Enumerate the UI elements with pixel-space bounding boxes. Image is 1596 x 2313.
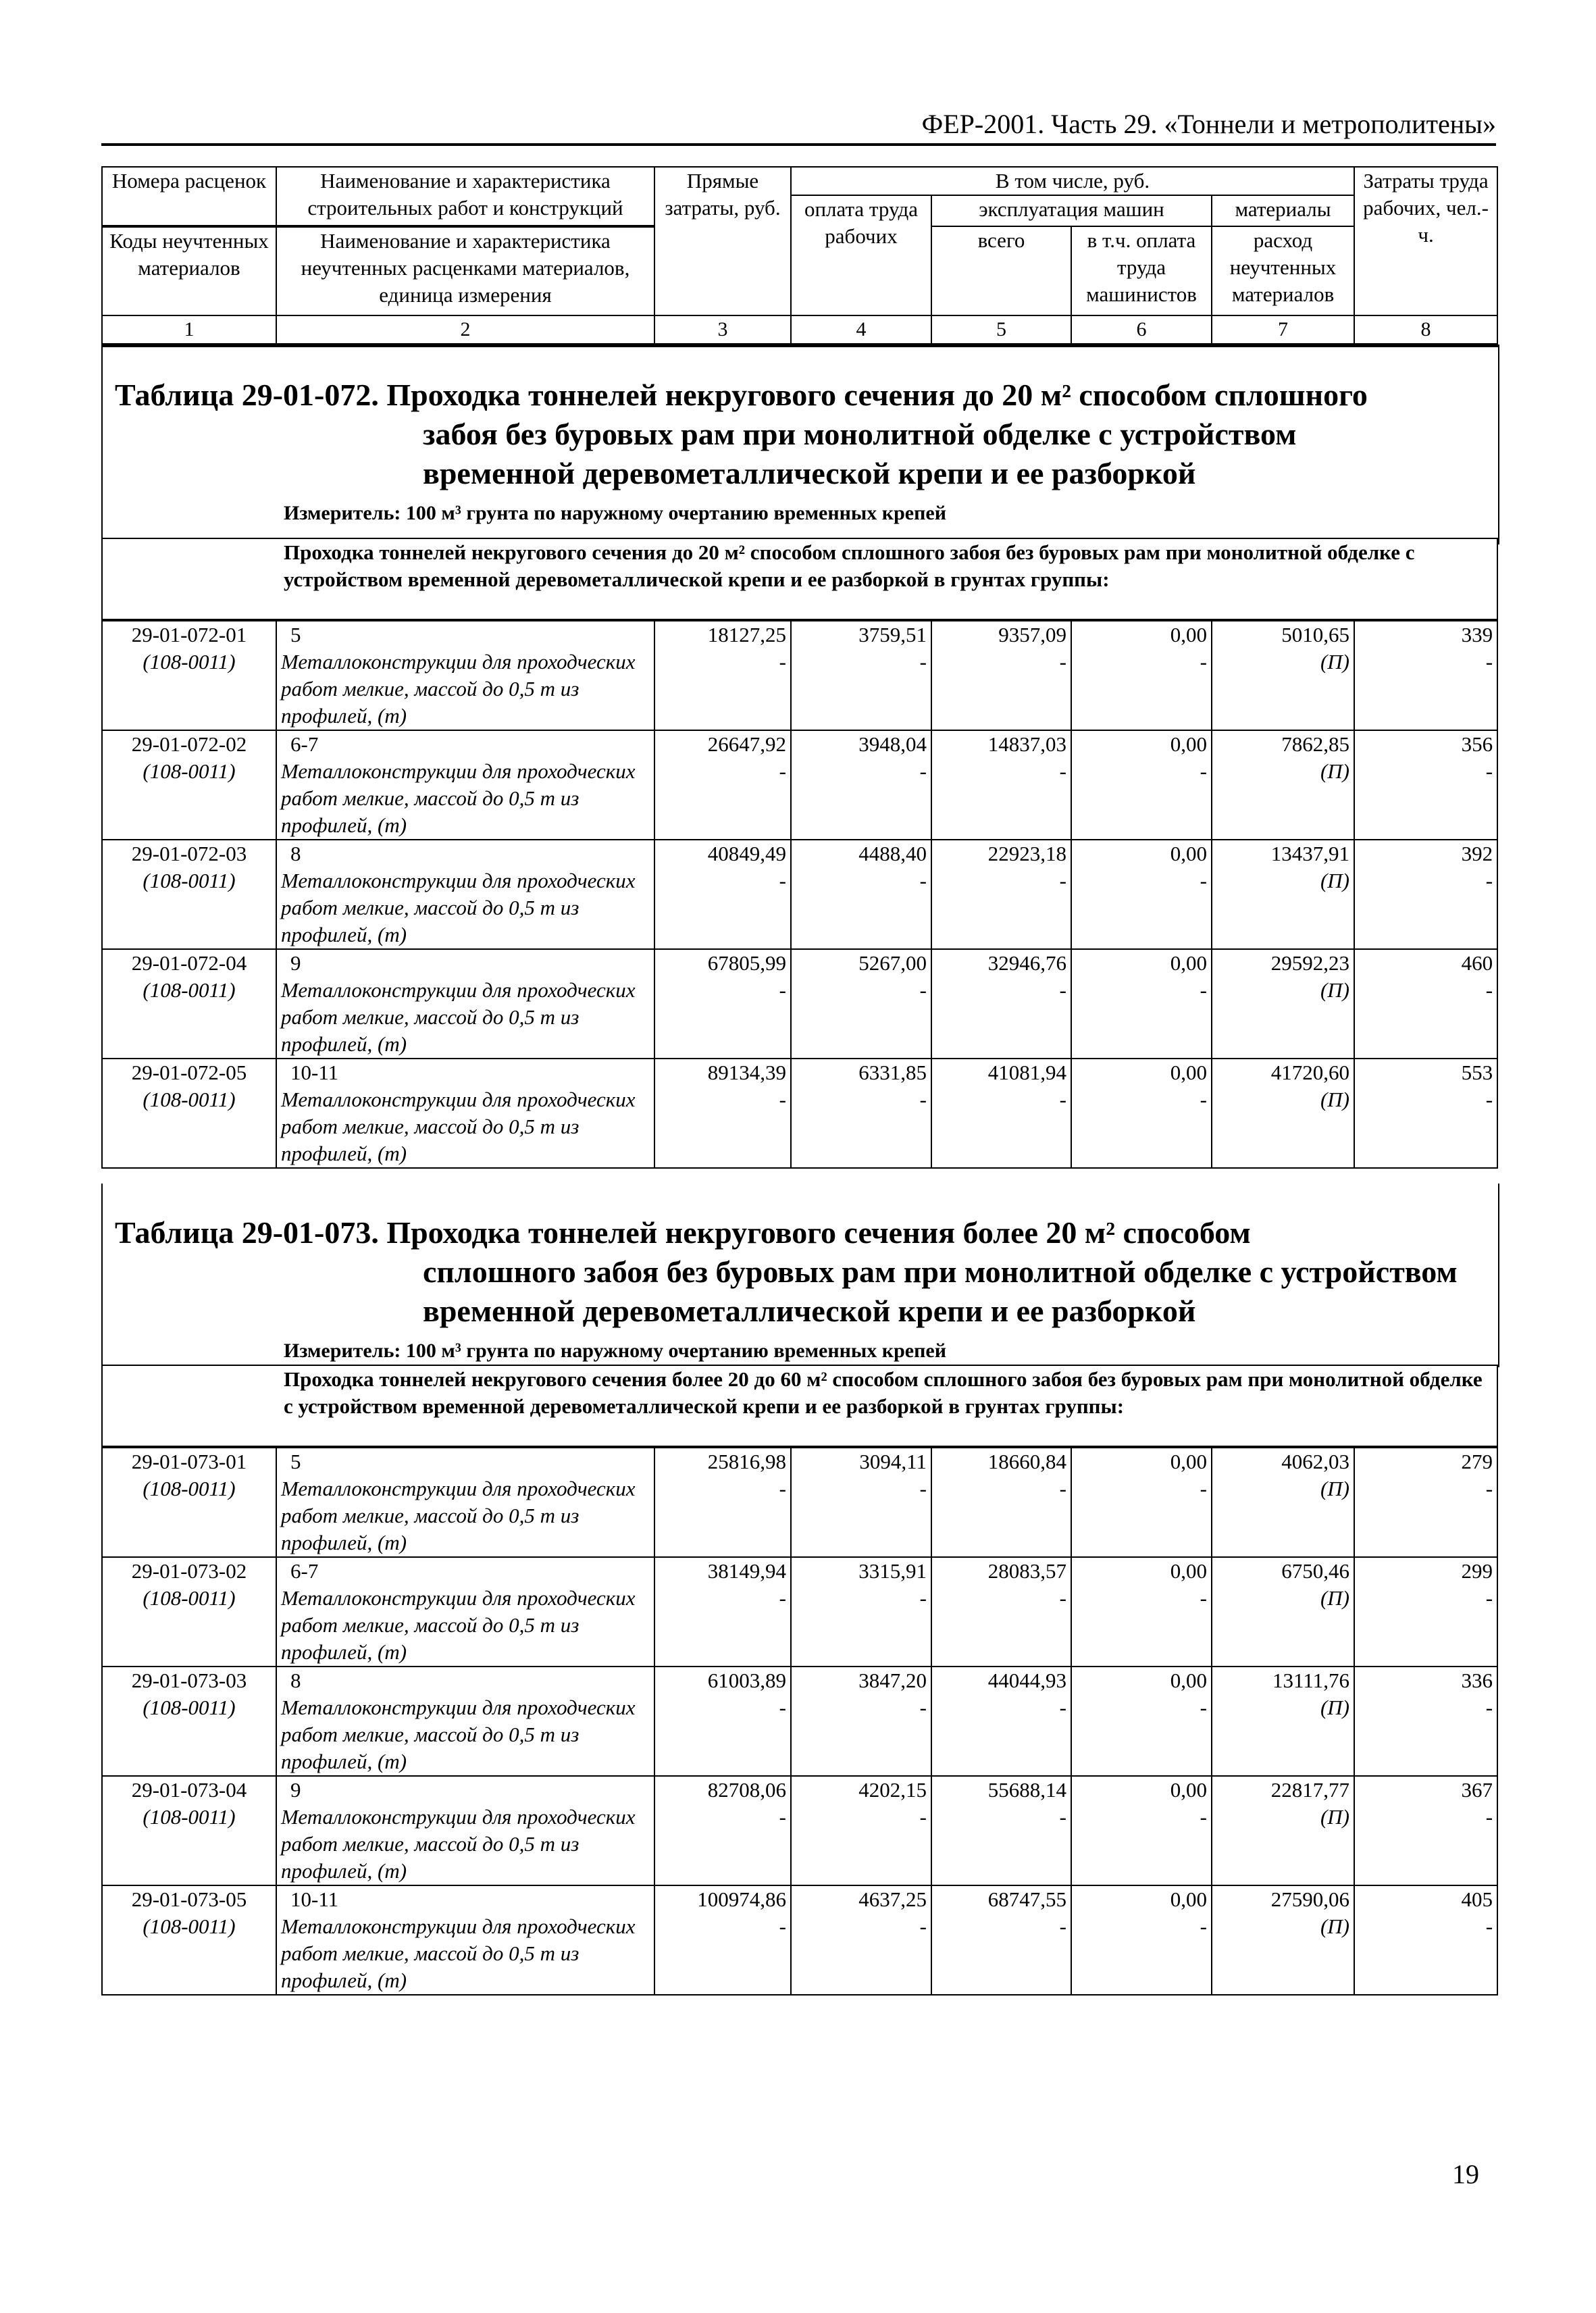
- rate-code: 29-01-073-03: [131, 1669, 247, 1692]
- labor-hours: 336: [1461, 1669, 1493, 1692]
- soil-group: 6-7: [290, 1559, 319, 1583]
- header-rule: [101, 143, 1496, 146]
- material-code: (108-0011): [143, 869, 236, 892]
- header-direct-costs: Прямые затраты, руб.: [654, 167, 791, 315]
- machinist-pay: 0,00: [1170, 1450, 1207, 1473]
- worker-pay: 3759,51: [858, 623, 927, 646]
- col-num-2: 2: [276, 315, 654, 344]
- machines-total: 28083,57: [987, 1559, 1066, 1583]
- table-072-subheading-row: [102, 538, 1497, 620]
- labor-hours: 553: [1461, 1061, 1493, 1084]
- machines-total: 55688,14: [987, 1778, 1066, 1802]
- header-material-codes: Коды неучтенных материалов: [102, 226, 276, 315]
- table-073-title-block: [101, 1184, 1499, 1367]
- worker-pay: 5267,00: [858, 951, 927, 975]
- materials-cost: 22817,77: [1270, 1778, 1349, 1802]
- table-row: 29-01-073-04 (108-0011) 9 Металлоконструкции для проходческих работ мелкие, массой до 0,5 т из профилей, (т) 82708,06 - 4202,15 - 55688,14 - 0,00 - 22817,77 (П) 367 -: [102, 1776, 1497, 1885]
- table-072-measure: Измеритель: 100 м³ грунта по наружному очертанию временных крепей: [284, 502, 946, 524]
- labor-hours: 392: [1461, 842, 1493, 865]
- materials-cost: 29592,23: [1270, 951, 1349, 975]
- materials-cost: 27590,06: [1270, 1887, 1349, 1911]
- material-code: (108-0011): [143, 759, 236, 783]
- header-labor-hours: Затраты труда рабочих, чел.-ч.: [1354, 167, 1497, 315]
- header-material-name: Наименование и характеристика неучтенных расценками материалов, единица измерения: [276, 226, 654, 315]
- table-073-measure: Измеритель: 100 м³ грунта по наружному очертанию временных крепей: [284, 1340, 946, 1362]
- material-code: (108-0011): [143, 1696, 236, 1719]
- table-073-subheading-row: [102, 1365, 1497, 1447]
- rate-code: 29-01-072-02: [131, 732, 247, 756]
- machines-total: 41081,94: [987, 1061, 1066, 1084]
- direct-costs: 38149,94: [707, 1559, 786, 1583]
- direct-costs: 89134,39: [707, 1061, 786, 1084]
- labor-hours: 405: [1461, 1887, 1493, 1911]
- direct-costs: 25816,98: [707, 1450, 786, 1473]
- machinist-pay: 0,00: [1170, 732, 1207, 756]
- material-name: Металлоконструкции для проходческих работ мелкие, массой до 0,5 т из профилей, (т): [281, 759, 636, 837]
- soil-group: 5: [290, 1450, 301, 1473]
- material-code: (108-0011): [143, 978, 236, 1002]
- labor-hours: 460: [1461, 951, 1493, 975]
- materials-cost: 4062,03: [1281, 1450, 1349, 1473]
- labor-hours: 367: [1461, 1778, 1493, 1802]
- material-code: (108-0011): [143, 1586, 236, 1610]
- table-073: [101, 1365, 1498, 1996]
- material-name: Металлоконструкции для проходческих работ мелкие, массой до 0,5 т из профилей, (т): [281, 1586, 636, 1664]
- machines-total: 18660,84: [987, 1450, 1066, 1473]
- worker-pay: 3315,91: [858, 1559, 927, 1583]
- material-name: Металлоконструкции для проходческих работ мелкие, массой до 0,5 т из профилей, (т): [281, 1477, 636, 1554]
- soil-group: 6-7: [290, 732, 319, 756]
- material-name: Металлоконструкции для проходческих работ мелкие, массой до 0,5 т из профилей, (т): [281, 869, 636, 946]
- header-including: В том числе, руб.: [791, 167, 1354, 195]
- labor-hours: 299: [1461, 1559, 1493, 1583]
- column-header-table: [101, 166, 1498, 345]
- table-row: 29-01-072-03 (108-0011) 8 Металлоконструкции для проходческих работ мелкие, массой до 0,5 т из профилей, (т) 40849,49 - 4488,40 - 22923,18 - 0,00 - 13437,91 (П) 392 -: [102, 840, 1497, 949]
- machinist-pay: 0,00: [1170, 1559, 1207, 1583]
- materials-cost: 7862,85: [1281, 732, 1349, 756]
- rate-code: 29-01-073-01: [131, 1450, 247, 1473]
- soil-group: 9: [290, 1778, 301, 1802]
- machinist-pay: 0,00: [1170, 1061, 1207, 1084]
- header-material-consumption: расход неучтенных материалов: [1212, 226, 1354, 315]
- soil-group: 10-11: [290, 1061, 339, 1084]
- material-name: Металлоконструкции для проходческих работ мелкие, массой до 0,5 т из профилей, (т): [281, 1088, 636, 1165]
- worker-pay: 3948,04: [858, 732, 927, 756]
- table-row: 29-01-073-01 (108-0011) 5 Металлоконструкции для проходческих работ мелкие, массой до 0,5 т из профилей, (т) 25816,98 - 3094,11 - 18660,84 - 0,00 - 4062,03 (П) 279 -: [102, 1447, 1497, 1557]
- material-name: Металлоконструкции для проходческих работ мелкие, массой до 0,5 т из профилей, (т): [281, 1805, 636, 1883]
- soil-group: 10-11: [290, 1887, 339, 1911]
- table-row: 29-01-072-01 (108-0011) 5 Металлоконструкции для проходческих работ мелкие, массой до 0,5 т из профилей, (т) 18127,25 - 3759,51 - 9357,09 - 0,00 - 5010,65 (П) 339 -: [102, 620, 1497, 730]
- materials-cost: 13111,76: [1272, 1669, 1349, 1692]
- materials-cost: 13437,91: [1270, 842, 1349, 865]
- rate-code: 29-01-073-05: [131, 1887, 247, 1911]
- running-head: ФЕР-2001. Часть 29. «Тоннели и метрополитены»: [921, 109, 1496, 139]
- header-rate-numbers: Номера расценок: [102, 167, 276, 226]
- soil-group: 8: [290, 842, 301, 865]
- table-072-subheading: Проходка тоннелей некругового сечения до 20 м² способом сплошного забоя без буровых рам при монолитной обделке с устройством временной деревометаллической крепи и ее разборкой в грунтах группы:: [102, 538, 1497, 620]
- table-073-subheading: Проходка тоннелей некругового сечения более 20 до 60 м² способом сплошного забоя без буровых рам при монолитной обделке с устройством временной деревометаллической крепи и ее разборкой в грунтах группы:: [102, 1365, 1497, 1447]
- soil-group: 5: [290, 623, 301, 646]
- machines-total: 44044,93: [987, 1669, 1066, 1692]
- rate-code: 29-01-073-02: [131, 1559, 247, 1583]
- header-materials: материалы: [1212, 195, 1354, 226]
- header-machinist-pay: в т.ч. оплата труда машинистов: [1071, 226, 1212, 315]
- machinist-pay: 0,00: [1170, 1669, 1207, 1692]
- direct-costs: 100974,86: [697, 1887, 786, 1911]
- col-num-5: 5: [931, 315, 1071, 344]
- worker-pay: 4637,25: [858, 1887, 927, 1911]
- rate-code: 29-01-072-01: [131, 623, 247, 646]
- materials-cost: 5010,65: [1281, 623, 1349, 646]
- machinist-pay: 0,00: [1170, 842, 1207, 865]
- worker-pay: 3094,11: [859, 1450, 927, 1473]
- col-num-3: 3: [654, 315, 791, 344]
- material-code: (108-0011): [143, 650, 236, 673]
- direct-costs: 40849,49: [707, 842, 786, 865]
- direct-costs: 82708,06: [707, 1778, 786, 1802]
- direct-costs: 61003,89: [707, 1669, 786, 1692]
- material-name: Металлоконструкции для проходческих работ мелкие, массой до 0,5 т из профилей, (т): [281, 650, 636, 728]
- col-num-6: 6: [1071, 315, 1212, 344]
- table-row: 29-01-073-02 (108-0011) 6-7 Металлоконструкции для проходческих работ мелкие, массой до 0,5 т из профилей, (т) 38149,94 - 3315,91 - 28083,57 - 0,00 - 6750,46 (П) 299 -: [102, 1557, 1497, 1667]
- page-number: 19: [1452, 2159, 1479, 2189]
- table-072-title-block: [101, 345, 1499, 544]
- machines-total: 68747,55: [987, 1887, 1066, 1911]
- materials-cost: 6750,46: [1281, 1559, 1349, 1583]
- header-worker-pay: оплата труда рабочих: [791, 195, 931, 315]
- table-072-title: Таблица 29-01-072. Проходка тоннелей некругового сечения до 20 м² способом сплошного забоя без буровых рам при монолитной обделке с устройством временной деревометаллической крепи и ее разборкой: [115, 378, 1368, 490]
- material-code: (108-0011): [143, 1914, 236, 1938]
- direct-costs: 67805,99: [707, 951, 786, 975]
- material-name: Металлоконструкции для проходческих работ мелкие, массой до 0,5 т из профилей, (т): [281, 1914, 636, 1992]
- rate-code: 29-01-073-04: [131, 1778, 247, 1802]
- header-machines: эксплуатация машин: [931, 195, 1212, 226]
- col-num-1: 1: [102, 315, 276, 344]
- header-machines-total: всего: [931, 226, 1071, 315]
- material-name: Металлоконструкции для проходческих работ мелкие, массой до 0,5 т из профилей, (т): [281, 978, 636, 1056]
- table-072: [101, 538, 1498, 1169]
- machines-total: 9357,09: [998, 623, 1066, 646]
- worker-pay: 4488,40: [858, 842, 927, 865]
- table-073-title: Таблица 29-01-073. Проходка тоннелей некругового сечения более 20 м² способом сплошного забоя без буровых рам при монолитной обделке с устройством временной деревометаллической крепи и ее разборкой: [115, 1215, 1458, 1328]
- materials-cost: 41720,60: [1270, 1061, 1349, 1084]
- col-num-7: 7: [1212, 315, 1354, 344]
- rate-code: 29-01-072-05: [131, 1061, 247, 1084]
- direct-costs: 26647,92: [707, 732, 786, 756]
- rate-code: 29-01-072-04: [131, 951, 247, 975]
- table-row: 29-01-072-02 (108-0011) 6-7 Металлоконструкции для проходческих работ мелкие, массой до 0,5 т из профилей, (т) 26647,92 - 3948,04 - 14837,03 - 0,00 - 7862,85 (П) 356 -: [102, 730, 1497, 840]
- table-row: 29-01-072-05 (108-0011) 10-11 Металлоконструкции для проходческих работ мелкие, массой до 0,5 т из профилей, (т) 89134,39 - 6331,85 - 41081,94 - 0,00 - 41720,60 (П) 553 -: [102, 1059, 1497, 1168]
- material-code: (108-0011): [143, 1805, 236, 1829]
- machines-total: 32946,76: [987, 951, 1066, 975]
- machinist-pay: 0,00: [1170, 1778, 1207, 1802]
- worker-pay: 3847,20: [858, 1669, 927, 1692]
- rate-code: 29-01-072-03: [131, 842, 247, 865]
- labor-hours: 279: [1461, 1450, 1493, 1473]
- material-name: Металлоконструкции для проходческих работ мелкие, массой до 0,5 т из профилей, (т): [281, 1696, 636, 1773]
- soil-group: 8: [290, 1669, 301, 1692]
- col-num-4: 4: [791, 315, 931, 344]
- direct-costs: 18127,25: [707, 623, 786, 646]
- machinist-pay: 0,00: [1170, 623, 1207, 646]
- header-work-name: Наименование и характеристика строительных работ и конструкций: [276, 167, 654, 226]
- material-code: (108-0011): [143, 1477, 236, 1500]
- machines-total: 14837,03: [987, 732, 1066, 756]
- table-row: 29-01-072-04 (108-0011) 9 Металлоконструкции для проходческих работ мелкие, массой до 0,5 т из профилей, (т) 67805,99 - 5267,00 - 32946,76 - 0,00 - 29592,23 (П) 460 -: [102, 949, 1497, 1059]
- soil-group: 9: [290, 951, 301, 975]
- worker-pay: 4202,15: [858, 1778, 927, 1802]
- worker-pay: 6331,85: [858, 1061, 927, 1084]
- material-code: (108-0011): [143, 1088, 236, 1111]
- table-row: 29-01-073-05 (108-0011) 10-11 Металлоконструкции для проходческих работ мелкие, массой до 0,5 т из профилей, (т) 100974,86 - 4637,25 - 68747,55 - 0,00 - 27590,06 (П) 405 -: [102, 1885, 1497, 1995]
- table-row: 29-01-073-03 (108-0011) 8 Металлоконструкции для проходческих работ мелкие, массой до 0,5 т из профилей, (т) 61003,89 - 3847,20 - 44044,93 - 0,00 - 13111,76 (П) 336 -: [102, 1667, 1497, 1776]
- labor-hours: 356: [1461, 732, 1493, 756]
- machines-total: 22923,18: [987, 842, 1066, 865]
- col-num-8: 8: [1354, 315, 1497, 344]
- labor-hours: 339: [1461, 623, 1493, 646]
- machinist-pay: 0,00: [1170, 951, 1207, 975]
- machinist-pay: 0,00: [1170, 1887, 1207, 1911]
